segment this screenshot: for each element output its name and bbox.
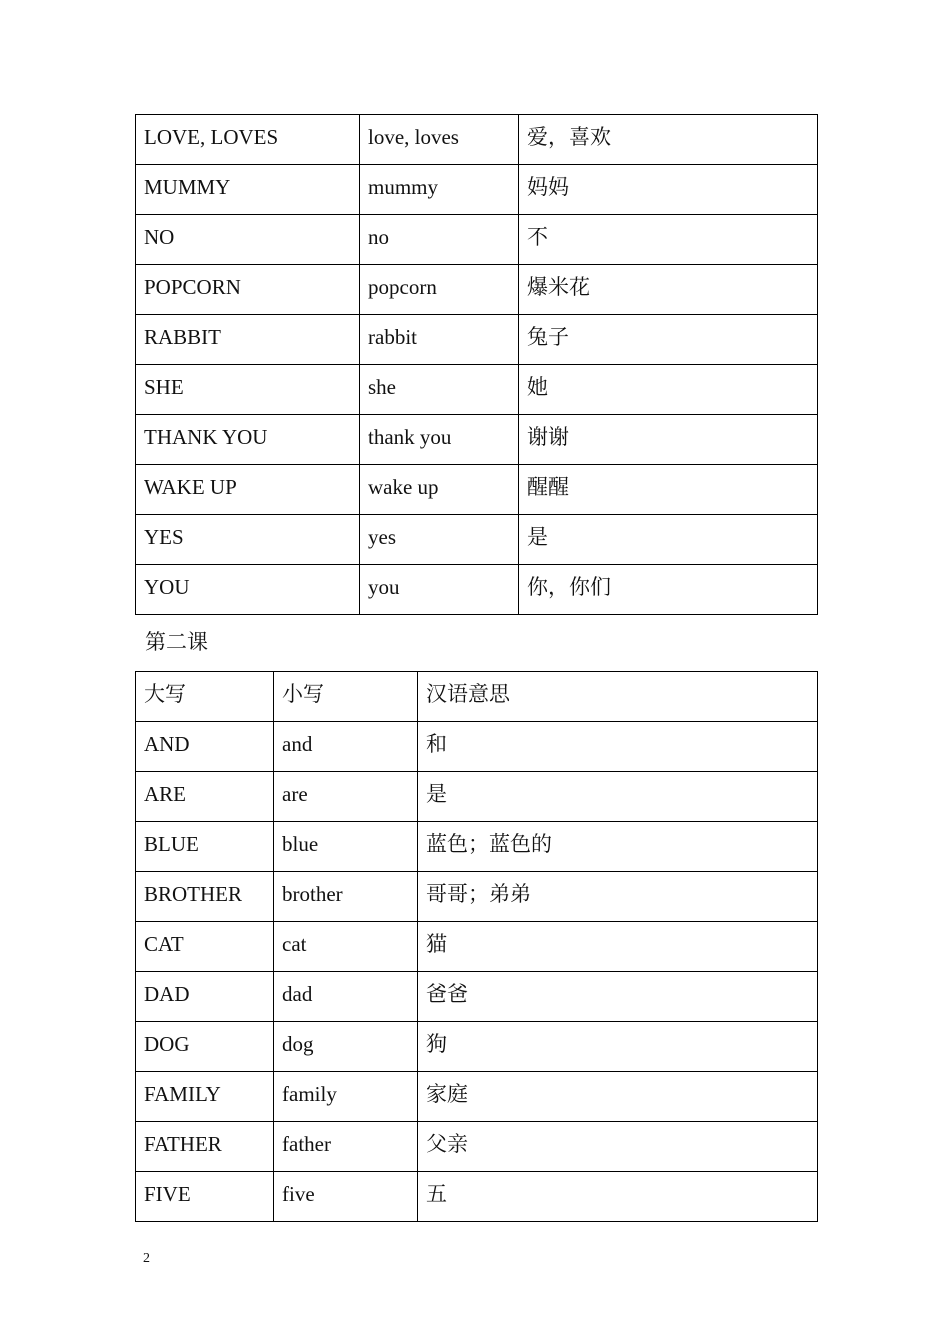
table-row xyxy=(136,215,818,265)
table-row xyxy=(136,465,818,515)
lowercase-cell: five xyxy=(274,1172,418,1222)
uppercase-cell: LOVE, LOVES xyxy=(136,115,360,165)
lowercase-cell: love, loves xyxy=(360,115,519,165)
uppercase-cell: BROTHER xyxy=(136,872,274,922)
uppercase-cell: FATHER xyxy=(136,1122,274,1172)
lowercase-cell: wake up xyxy=(360,465,519,515)
table-row xyxy=(136,722,818,772)
uppercase-cell: BLUE xyxy=(136,822,274,872)
lowercase-cell: no xyxy=(360,215,519,265)
table-row xyxy=(136,1072,818,1122)
meaning-cell: 五 xyxy=(418,1172,818,1222)
meaning-cell: 家庭 xyxy=(418,1072,818,1122)
lowercase-cell: brother xyxy=(274,872,418,922)
table-row xyxy=(136,315,818,365)
uppercase-cell: MUMMY xyxy=(136,165,360,215)
table-row xyxy=(136,922,818,972)
table-row xyxy=(136,1172,818,1222)
page-number: 2 xyxy=(143,1251,150,1266)
uppercase-cell: NO xyxy=(136,215,360,265)
table-row xyxy=(136,972,818,1022)
uppercase-cell: DAD xyxy=(136,972,274,1022)
uppercase-cell: YOU xyxy=(136,565,360,615)
uppercase-cell: RABBIT xyxy=(136,315,360,365)
meaning-cell: 蓝色；蓝色的 xyxy=(418,822,818,872)
lowercase-cell: blue xyxy=(274,822,418,872)
meaning-cell: 爆米花 xyxy=(519,265,818,315)
uppercase-cell: FIVE xyxy=(136,1172,274,1222)
lowercase-cell: dog xyxy=(274,1022,418,1072)
meaning-cell: 妈妈 xyxy=(519,165,818,215)
header-uppercase: 大写 xyxy=(136,672,274,722)
uppercase-cell: AND xyxy=(136,722,274,772)
meaning-cell: 兔子 xyxy=(519,315,818,365)
meaning-cell: 爸爸 xyxy=(418,972,818,1022)
table-row xyxy=(136,165,818,215)
lowercase-cell: you xyxy=(360,565,519,615)
table-row xyxy=(136,115,818,165)
lowercase-cell: dad xyxy=(274,972,418,1022)
uppercase-cell: SHE xyxy=(136,365,360,415)
lowercase-cell: father xyxy=(274,1122,418,1172)
lowercase-cell: family xyxy=(274,1072,418,1122)
uppercase-cell: WAKE UP xyxy=(136,465,360,515)
table-row xyxy=(136,515,818,565)
uppercase-cell: ARE xyxy=(136,772,274,822)
table-row xyxy=(136,265,818,315)
uppercase-cell: YES xyxy=(136,515,360,565)
meaning-cell: 爱，喜欢 xyxy=(519,115,818,165)
table-header-row xyxy=(136,672,818,722)
meaning-cell: 你，你们 xyxy=(519,565,818,615)
lowercase-cell: and xyxy=(274,722,418,772)
uppercase-cell: CAT xyxy=(136,922,274,972)
table-row xyxy=(136,872,818,922)
uppercase-cell: THANK YOU xyxy=(136,415,360,465)
vocabulary-table-2 xyxy=(135,671,818,1222)
lowercase-cell: thank you xyxy=(360,415,519,465)
meaning-cell: 父亲 xyxy=(418,1122,818,1172)
uppercase-cell: FAMILY xyxy=(136,1072,274,1122)
meaning-cell: 狗 xyxy=(418,1022,818,1072)
table-row xyxy=(136,772,818,822)
lowercase-cell: rabbit xyxy=(360,315,519,365)
uppercase-cell: POPCORN xyxy=(136,265,360,315)
meaning-cell: 是 xyxy=(519,515,818,565)
table-row xyxy=(136,565,818,615)
lowercase-cell: yes xyxy=(360,515,519,565)
lowercase-cell: mummy xyxy=(360,165,519,215)
meaning-cell: 谢谢 xyxy=(519,415,818,465)
table-row xyxy=(136,415,818,465)
table-row xyxy=(136,365,818,415)
meaning-cell: 她 xyxy=(519,365,818,415)
meaning-cell: 是 xyxy=(418,772,818,822)
lowercase-cell: she xyxy=(360,365,519,415)
meaning-cell: 和 xyxy=(418,722,818,772)
header-lowercase: 小写 xyxy=(274,672,418,722)
uppercase-cell: DOG xyxy=(136,1022,274,1072)
vocabulary-table-1 xyxy=(135,114,818,615)
meaning-cell: 哥哥；弟弟 xyxy=(418,872,818,922)
table-row xyxy=(136,1122,818,1172)
table-row xyxy=(136,822,818,872)
lowercase-cell: cat xyxy=(274,922,418,972)
section-heading: 第二课 xyxy=(145,630,208,654)
lowercase-cell: popcorn xyxy=(360,265,519,315)
meaning-cell: 不 xyxy=(519,215,818,265)
meaning-cell: 猫 xyxy=(418,922,818,972)
header-meaning: 汉语意思 xyxy=(418,672,818,722)
lowercase-cell: are xyxy=(274,772,418,822)
meaning-cell: 醒醒 xyxy=(519,465,818,515)
table-row xyxy=(136,1022,818,1072)
